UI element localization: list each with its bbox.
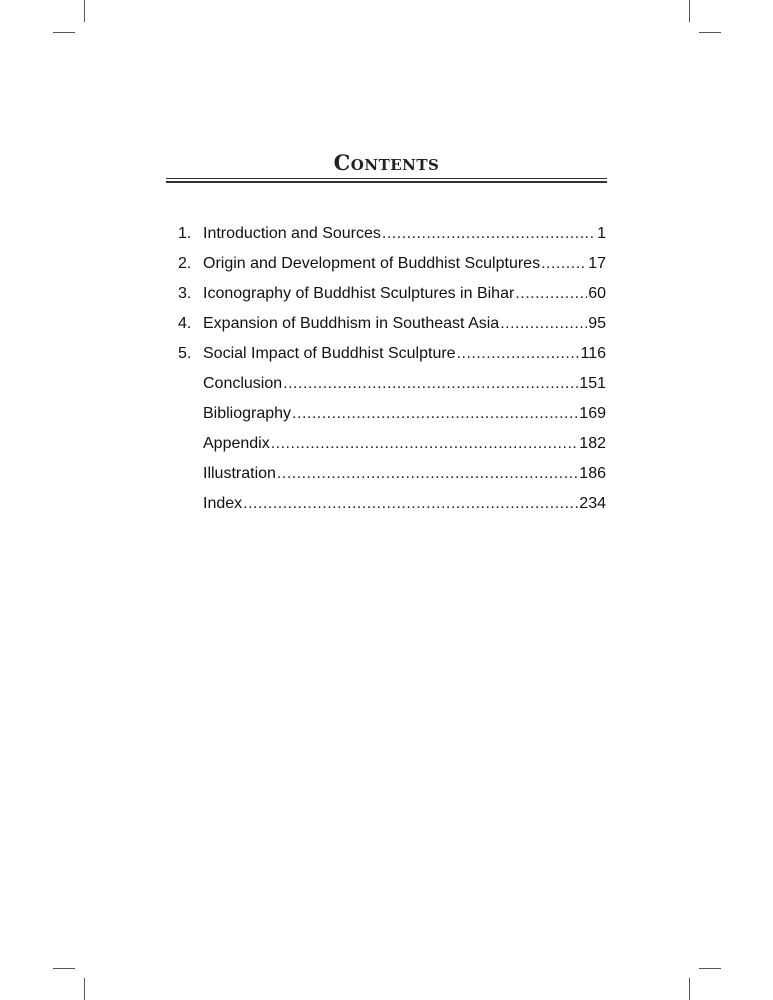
toc-entry-page: 169 xyxy=(579,405,606,422)
toc-dot-leader xyxy=(271,432,579,455)
toc-entry-page: 95 xyxy=(588,315,606,332)
toc-entry-page: 1 xyxy=(597,225,606,242)
toc-dot-leader xyxy=(243,492,578,515)
crop-mark-bottom-left-horizontal xyxy=(53,968,75,969)
toc-entry xyxy=(178,312,606,342)
crop-mark-top-left-horizontal xyxy=(53,32,75,33)
toc-entry-label: Iconography of Buddhist Sculptures in Bihar xyxy=(203,285,515,302)
toc-entry-page: 116 xyxy=(580,345,606,362)
toc-dot-leader xyxy=(457,342,580,365)
toc-entry-label: Origin and Development of Buddhist Sculptures xyxy=(203,255,541,272)
toc-entry-label: Bibliography xyxy=(203,405,292,422)
crop-mark-top-right-vertical xyxy=(689,0,690,22)
title-rule-thick xyxy=(166,181,607,183)
toc-entry-page: 60 xyxy=(588,285,606,302)
toc-dot-leader xyxy=(541,252,587,275)
title-rule-thin xyxy=(166,178,607,179)
toc-entry xyxy=(178,462,606,492)
toc-entry-page: 186 xyxy=(579,465,606,482)
toc-entry-page: 151 xyxy=(579,375,606,392)
toc-entry-label: Social Impact of Buddhist Sculpture xyxy=(203,345,456,362)
toc-entry xyxy=(178,282,606,312)
toc-entry-number: 2. xyxy=(178,255,192,272)
toc-entry xyxy=(178,492,606,522)
toc-dot-leader xyxy=(500,312,587,335)
toc-entry xyxy=(178,222,606,252)
toc-entry-page: 182 xyxy=(579,435,606,452)
table-of-contents xyxy=(178,222,606,522)
crop-mark-top-right-horizontal xyxy=(699,32,721,33)
page-title: Contents xyxy=(333,150,440,175)
toc-entry-label: Index xyxy=(203,495,243,512)
toc-dot-leader xyxy=(283,372,578,395)
toc-dot-leader xyxy=(515,282,587,305)
toc-entry-label: Appendix xyxy=(203,435,270,452)
toc-entry-label: Introduction and Sources xyxy=(203,225,381,242)
crop-mark-bottom-right-horizontal xyxy=(699,968,721,969)
toc-dot-leader xyxy=(382,222,596,245)
crop-mark-bottom-left-vertical xyxy=(84,978,85,1000)
toc-dot-leader xyxy=(277,462,578,485)
toc-entry-number: 4. xyxy=(178,315,192,332)
toc-entry-number: 3. xyxy=(178,285,192,302)
toc-dot-leader xyxy=(292,402,578,425)
toc-entry-number: 1. xyxy=(178,225,192,242)
toc-entry-label: Illustration xyxy=(203,465,276,482)
toc-entry-page: 17 xyxy=(588,255,606,272)
toc-entry xyxy=(178,402,606,432)
toc-entry-page: 234 xyxy=(579,495,606,512)
crop-mark-bottom-right-vertical xyxy=(689,978,690,1000)
toc-entry-label: Expansion of Buddhism in Southeast Asia xyxy=(203,315,500,332)
toc-entry-label: Conclusion xyxy=(203,375,283,392)
toc-entry-number: 5. xyxy=(178,345,192,362)
toc-entry xyxy=(178,372,606,402)
toc-entry xyxy=(178,432,606,462)
toc-entry xyxy=(178,342,606,372)
toc-entry xyxy=(178,252,606,282)
crop-mark-top-left-vertical xyxy=(84,0,85,22)
